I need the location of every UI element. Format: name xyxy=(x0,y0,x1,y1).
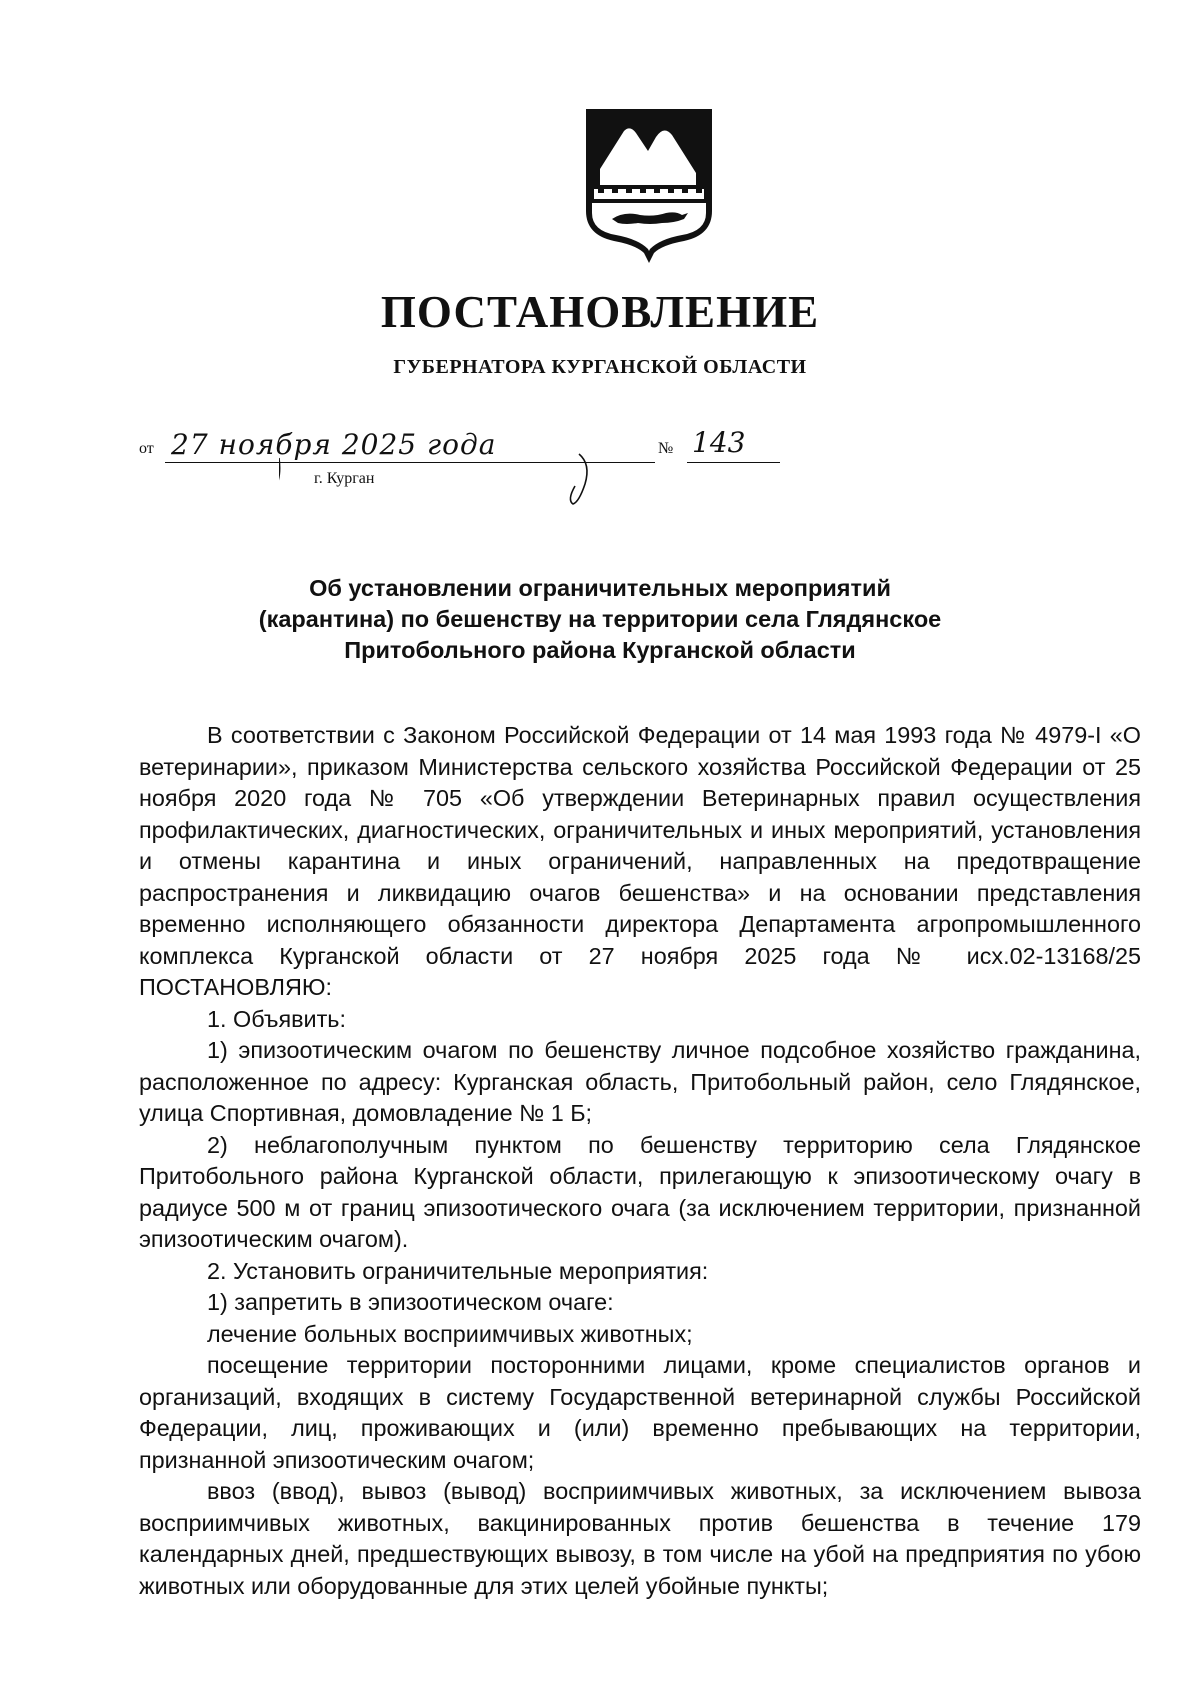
preamble-paragraph: В соответствии с Законом Российской Федерации от 14 мая 1993 года № 4979-I «О ветеринарии», приказом Министерства сельского хозяйства Российской Федерации от 25 ноября 2020 года № 705 «Об утверждении Ветеринарных правил осуществления профилактических, диагностических, ограничительных и иных мероприятий, установления и отмены карантина и иных ограничений, направленных на предотвращение распространения и ликвидацию очагов бешенства» и на основании представления временно исполняющего обязанности директора Департамента агропромышленного комплекса Курганской области от 27 ноября 2025 года № исх.02-13168/25 ПОСТАНОВЛЯЮ: xyxy=(139,722,1141,1000)
handwritten-number: 143 xyxy=(692,426,746,459)
clause-1-heading: 1. Объявить: xyxy=(207,1005,346,1032)
clause-2-item-1: 1) запретить в эпизоотическом очаге: xyxy=(207,1289,614,1315)
date-number-line xyxy=(139,426,746,502)
restriction-item: посещение территории посторонними лицами, кроме специалистов органов и организаций, входящих в систему Государственной ветеринарной службы Российской Федерации, лиц, проживающих и (или) временно пребывающих на территории, признанной эпизоотическим очагом; xyxy=(139,1352,1141,1473)
document-body xyxy=(139,720,1141,1602)
clause-1-item-1: 1) эпизоотическим очагом по бешенству личное подсобное хозяйство гражданина, расположенное по адресу: Курганская область, Притобольный район, село Глядянское, улица Спортивная, домовладение № 1 Б; xyxy=(139,1037,1141,1126)
number-label: № xyxy=(658,440,674,457)
clause-1-item-2: 2) неблагополучным пунктом по бешенству территорию села Глядянское Притобольного района Курганской области, прилегающую к эпизоотическому очагу в радиусе 500 м от границ эпизоотического очага (за исключением территории, признанной эпизоотическим очагом). xyxy=(139,1131,1141,1252)
city-label: г. Курган xyxy=(314,470,375,487)
restriction-item: ввоз (ввод), вывоз (вывод) восприимчивых животных, за исключением вывоза восприимчивых животных, вакцинированных против бешенства в течение 179 календарных дней, предшествующих вывозу, в том числе на убой на предприятия по убою животных или оборудованные для этих целей убойные пункты; xyxy=(139,1478,1141,1599)
from-label: от xyxy=(139,440,154,457)
restriction-item: лечение больных восприимчивых животных; xyxy=(207,1320,693,1347)
document-type-title: ПОСТАНОВЛЕНИЕ xyxy=(380,287,820,337)
subject-line: Притобольного района Курганской области xyxy=(344,637,856,663)
document-subject xyxy=(180,573,1020,666)
handwritten-date: 27 ноября 2025 года xyxy=(171,428,497,461)
issuer-subtitle: ГУБЕРНАТОРА КУРГАНСКОЙ ОБЛАСТИ xyxy=(393,356,807,378)
coat-of-arms-icon xyxy=(584,107,714,267)
subject-line: Об установлении ограничительных мероприятий xyxy=(309,575,891,601)
subject-line: (карантина) по бешенству на территории села Глядянское xyxy=(258,606,942,632)
number-underline xyxy=(687,462,780,463)
signature-stroke-icon xyxy=(279,424,679,514)
clause-2-heading: 2. Установить ограничительные мероприятия: xyxy=(207,1257,709,1284)
